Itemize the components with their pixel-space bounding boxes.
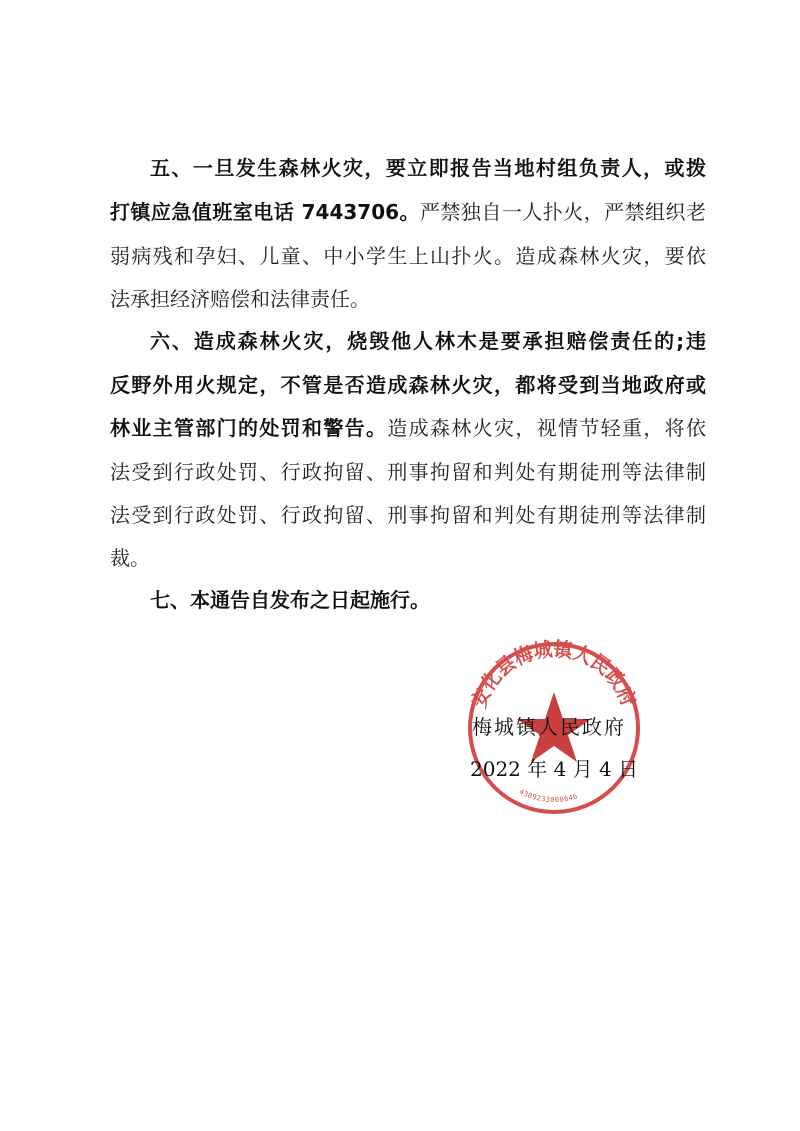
paragraph-line (110, 503, 706, 527)
paragraph-line (150, 329, 706, 353)
bold-text: 反野外用火规定，不管是否造成森林火灾，都将受到当地政府或 (110, 373, 706, 397)
body-text: 造成森林火灾，视情节轻重，将依 (387, 416, 707, 440)
body-text: 裁。 (110, 546, 150, 570)
body-text: 法受到行政处罚、行政拘留、刑事拘留和判处有期徒刑等法律制 (110, 460, 706, 484)
bold-text: 七、本通告自发布之日起施行。 (150, 588, 430, 612)
body-text: 弱病残和孕妇、儿童、中小学生上山扑火。造成森林火灾，要依 (110, 244, 706, 268)
paragraph-line (110, 460, 706, 484)
svg-text:4309233000646 (518, 788, 579, 804)
paragraph-line (110, 546, 706, 570)
paragraph-line (150, 156, 706, 180)
paragraph-line (110, 373, 706, 397)
body-text: 法受到行政处罚、行政拘留、刑事拘留和判处有期徒刑等法律制 (110, 503, 706, 527)
bold-text: 六、造成森林火灾，烧毁他人林木是要承担赔偿责任的;违 (150, 329, 706, 353)
paragraph-line (110, 244, 706, 268)
signature-org: 梅城镇人民政府 (472, 715, 626, 739)
bold-text: 五、一旦发生森林火灾，要立即报告当地村组负责人，或拨 (150, 156, 706, 180)
body-text: 法承担经济赔偿和法律责任。 (110, 287, 370, 311)
signature-date: 2022 年 4 月 4 日 (470, 757, 639, 781)
paragraph-line (110, 200, 706, 224)
paragraph-line (110, 416, 706, 440)
seal-code: 4309233000646 (517, 787, 579, 805)
bold-text: 打镇应急值班室电话 7443706。 (110, 200, 420, 224)
paragraph-line (150, 588, 706, 612)
seal-text: 安化县梅城镇人民政府 (466, 636, 642, 712)
paragraph-line (110, 287, 706, 311)
bold-text: 林业主管部门的处罚和警告。 (110, 416, 388, 440)
body-text: 严禁独自一人扑火，严禁组织老 (419, 200, 707, 224)
